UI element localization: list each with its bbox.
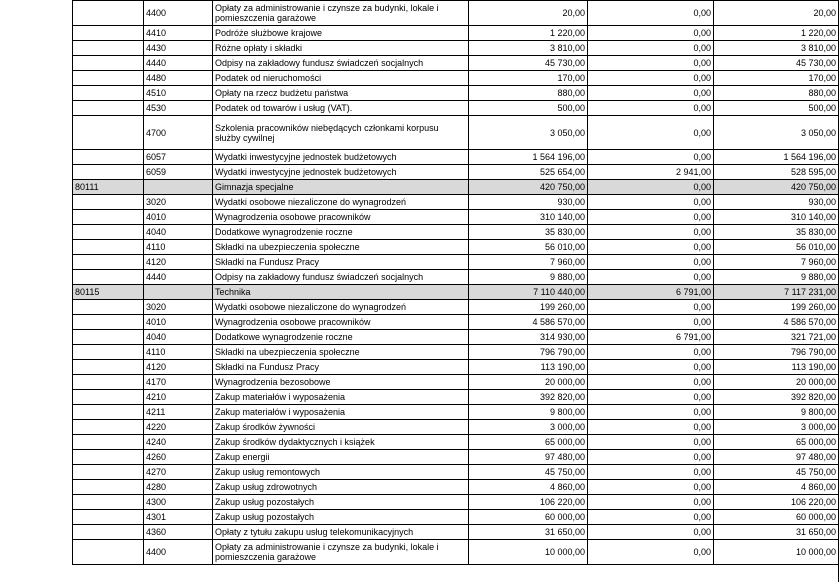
change-amount-cell: 0,00 <box>588 420 714 435</box>
section-code-cell <box>73 360 144 375</box>
table-row <box>73 345 839 360</box>
section-code-cell <box>73 450 144 465</box>
table-row <box>73 300 839 315</box>
total-amount-cell: 321 721,00 <box>714 330 839 345</box>
plan-amount-cell: 45 750,00 <box>469 465 588 480</box>
section-code-cell <box>73 375 144 390</box>
paragraph-code-cell: 4300 <box>144 495 213 510</box>
plan-amount-cell: 310 140,00 <box>469 210 588 225</box>
total-amount-cell: 65 000,00 <box>714 435 839 450</box>
change-amount-cell: 0,00 <box>588 86 714 101</box>
paragraph-code-cell: 4430 <box>144 41 213 56</box>
paragraph-code-cell: 4210 <box>144 390 213 405</box>
table-row <box>73 150 839 165</box>
section-code-cell <box>73 510 144 525</box>
section-code-cell <box>73 195 144 210</box>
change-amount-cell: 0,00 <box>588 390 714 405</box>
table-row <box>73 195 839 210</box>
total-amount-cell: 45 730,00 <box>714 56 839 71</box>
table-row <box>73 465 839 480</box>
item-name-cell: Podatek od towarów i usług (VAT). <box>213 101 469 116</box>
change-amount-cell: 0,00 <box>588 495 714 510</box>
plan-amount-cell: 113 190,00 <box>469 360 588 375</box>
total-amount-cell: 9 880,00 <box>714 270 839 285</box>
total-amount-cell: 7 117 231,00 <box>714 285 839 300</box>
item-name-cell: Zakup materiałów i wyposażenia <box>213 405 469 420</box>
item-name-cell: Podróże służbowe krajowe <box>213 26 469 41</box>
item-name-cell: Dodatkowe wynagrodzenie roczne <box>213 225 469 240</box>
plan-amount-cell: 3 810,00 <box>469 41 588 56</box>
plan-amount-cell: 9 880,00 <box>469 270 588 285</box>
paragraph-code-cell: 4440 <box>144 270 213 285</box>
item-name-cell: Gimnazja specjalne <box>213 180 469 195</box>
section-code-cell <box>73 116 144 150</box>
section-code-cell <box>73 270 144 285</box>
total-amount-cell: 20,00 <box>714 1 839 26</box>
change-amount-cell: 0,00 <box>588 450 714 465</box>
table-row <box>73 101 839 116</box>
table-row <box>73 525 839 540</box>
section-code-cell <box>73 225 144 240</box>
section-code-cell <box>73 435 144 450</box>
table-row <box>73 315 839 330</box>
change-amount-cell: 0,00 <box>588 360 714 375</box>
total-amount-cell: 500,00 <box>714 101 839 116</box>
section-code-cell: 80115 <box>73 285 144 300</box>
paragraph-code-cell: 4170 <box>144 375 213 390</box>
item-name-cell: Składki na ubezpieczenia społeczne <box>213 240 469 255</box>
plan-amount-cell: 56 010,00 <box>469 240 588 255</box>
table-body <box>73 1 839 565</box>
change-amount-cell: 0,00 <box>588 405 714 420</box>
table-row <box>73 510 839 525</box>
table-row <box>73 71 839 86</box>
section-code-cell <box>73 300 144 315</box>
plan-amount-cell: 525 654,00 <box>469 165 588 180</box>
item-name-cell: Wynagrodzenia bezosobowe <box>213 375 469 390</box>
section-code-cell <box>73 165 144 180</box>
paragraph-code-cell: 4510 <box>144 86 213 101</box>
item-name-cell: Różne opłaty i składki <box>213 41 469 56</box>
plan-amount-cell: 106 220,00 <box>469 495 588 510</box>
total-amount-cell: 880,00 <box>714 86 839 101</box>
item-name-cell: Zakup usług pozostałych <box>213 510 469 525</box>
section-row <box>73 285 839 300</box>
paragraph-code-cell: 4480 <box>144 71 213 86</box>
item-name-cell: Opłaty z tytułu zakupu usług telekomunikacyjnych <box>213 525 469 540</box>
paragraph-code-cell: 6059 <box>144 165 213 180</box>
plan-amount-cell: 97 480,00 <box>469 450 588 465</box>
change-amount-cell: 0,00 <box>588 345 714 360</box>
table-row <box>73 165 839 180</box>
section-code-cell <box>73 1 144 26</box>
total-amount-cell: 528 595,00 <box>714 165 839 180</box>
table-row <box>73 1 839 26</box>
paragraph-code-cell: 4211 <box>144 405 213 420</box>
paragraph-code-cell: 4240 <box>144 435 213 450</box>
table-row <box>73 330 839 345</box>
paragraph-code-cell: 4040 <box>144 330 213 345</box>
section-code-cell <box>73 390 144 405</box>
total-amount-cell: 1 564 196,00 <box>714 150 839 165</box>
change-amount-cell: 0,00 <box>588 1 714 26</box>
change-amount-cell: 0,00 <box>588 375 714 390</box>
total-amount-cell: 97 480,00 <box>714 450 839 465</box>
table-row <box>73 26 839 41</box>
item-name-cell: Zakup usług zdrowotnych <box>213 480 469 495</box>
item-name-cell: Składki na Fundusz Pracy <box>213 255 469 270</box>
total-amount-cell: 60 000,00 <box>714 510 839 525</box>
item-name-cell: Wynagrodzenia osobowe pracowników <box>213 210 469 225</box>
item-name-cell: Dodatkowe wynagrodzenie roczne <box>213 330 469 345</box>
paragraph-code-cell: 4120 <box>144 360 213 375</box>
item-name-cell: Szkolenia pracowników niebędących członkami korpusu służby cywilnej <box>213 116 469 150</box>
total-amount-cell: 113 190,00 <box>714 360 839 375</box>
budget-expenditure-table <box>72 0 839 565</box>
change-amount-cell: 0,00 <box>588 195 714 210</box>
change-amount-cell: 0,00 <box>588 41 714 56</box>
change-amount-cell: 6 791,00 <box>588 330 714 345</box>
item-name-cell: Składki na ubezpieczenia społeczne <box>213 345 469 360</box>
total-amount-cell: 3 050,00 <box>714 116 839 150</box>
paragraph-code-cell: 4110 <box>144 345 213 360</box>
plan-amount-cell: 500,00 <box>469 101 588 116</box>
paragraph-code-cell: 4010 <box>144 210 213 225</box>
section-code-cell <box>73 480 144 495</box>
table-row <box>73 375 839 390</box>
total-amount-cell: 930,00 <box>714 195 839 210</box>
change-amount-cell: 0,00 <box>588 180 714 195</box>
plan-amount-cell: 60 000,00 <box>469 510 588 525</box>
item-name-cell: Zakup środków dydaktycznych i książek <box>213 435 469 450</box>
plan-amount-cell: 10 000,00 <box>469 540 588 565</box>
change-amount-cell: 0,00 <box>588 540 714 565</box>
plan-amount-cell: 170,00 <box>469 71 588 86</box>
change-amount-cell: 0,00 <box>588 300 714 315</box>
change-amount-cell: 0,00 <box>588 71 714 86</box>
paragraph-code-cell: 4110 <box>144 240 213 255</box>
plan-amount-cell: 1 564 196,00 <box>469 150 588 165</box>
plan-amount-cell: 20,00 <box>469 1 588 26</box>
table-row <box>73 360 839 375</box>
item-name-cell: Podatek od nieruchomości <box>213 71 469 86</box>
section-code-cell <box>73 255 144 270</box>
total-amount-cell: 392 820,00 <box>714 390 839 405</box>
plan-amount-cell: 420 750,00 <box>469 180 588 195</box>
total-amount-cell: 199 260,00 <box>714 300 839 315</box>
section-code-cell <box>73 420 144 435</box>
item-name-cell: Odpisy na zakładowy fundusz świadczeń socjalnych <box>213 56 469 71</box>
plan-amount-cell: 65 000,00 <box>469 435 588 450</box>
change-amount-cell: 0,00 <box>588 101 714 116</box>
plan-amount-cell: 796 790,00 <box>469 345 588 360</box>
change-amount-cell: 0,00 <box>588 26 714 41</box>
table-row <box>73 56 839 71</box>
change-amount-cell: 0,00 <box>588 315 714 330</box>
section-code-cell <box>73 465 144 480</box>
change-amount-cell: 0,00 <box>588 510 714 525</box>
change-amount-cell: 0,00 <box>588 525 714 540</box>
plan-amount-cell: 880,00 <box>469 86 588 101</box>
item-name-cell: Opłaty za administrowanie i czynsze za budynki, lokale i pomieszczenia garażowe <box>213 540 469 565</box>
total-amount-cell: 310 140,00 <box>714 210 839 225</box>
section-code-cell <box>73 56 144 71</box>
item-name-cell: Opłaty na rzecz budżetu państwa <box>213 86 469 101</box>
table-row <box>73 225 839 240</box>
plan-amount-cell: 1 220,00 <box>469 26 588 41</box>
item-name-cell: Zakup środków żywności <box>213 420 469 435</box>
paragraph-code-cell: 4040 <box>144 225 213 240</box>
total-amount-cell: 31 650,00 <box>714 525 839 540</box>
plan-amount-cell: 199 260,00 <box>469 300 588 315</box>
item-name-cell: Zakup usług remontowych <box>213 465 469 480</box>
change-amount-cell: 0,00 <box>588 480 714 495</box>
section-code-cell <box>73 71 144 86</box>
total-amount-cell: 20 000,00 <box>714 375 839 390</box>
plan-amount-cell: 35 830,00 <box>469 225 588 240</box>
table-row <box>73 86 839 101</box>
section-code-cell <box>73 525 144 540</box>
change-amount-cell: 0,00 <box>588 435 714 450</box>
paragraph-code-cell: 4260 <box>144 450 213 465</box>
change-amount-cell: 0,00 <box>588 116 714 150</box>
paragraph-code-cell: 4120 <box>144 255 213 270</box>
total-amount-cell: 45 750,00 <box>714 465 839 480</box>
section-code-cell <box>73 150 144 165</box>
plan-amount-cell: 9 800,00 <box>469 405 588 420</box>
paragraph-code-cell <box>144 180 213 195</box>
total-amount-cell: 170,00 <box>714 71 839 86</box>
paragraph-code-cell: 4440 <box>144 56 213 71</box>
total-amount-cell: 56 010,00 <box>714 240 839 255</box>
total-amount-cell: 420 750,00 <box>714 180 839 195</box>
paragraph-code-cell: 4400 <box>144 1 213 26</box>
change-amount-cell: 0,00 <box>588 210 714 225</box>
plan-amount-cell: 3 050,00 <box>469 116 588 150</box>
plan-amount-cell: 3 000,00 <box>469 420 588 435</box>
section-code-cell <box>73 26 144 41</box>
section-code-cell <box>73 41 144 56</box>
table-row <box>73 390 839 405</box>
table-row <box>73 540 839 565</box>
total-amount-cell: 4 860,00 <box>714 480 839 495</box>
item-name-cell: Zakup usług pozostałych <box>213 495 469 510</box>
section-code-cell <box>73 101 144 116</box>
paragraph-code-cell: 6057 <box>144 150 213 165</box>
table-row <box>73 41 839 56</box>
change-amount-cell: 0,00 <box>588 150 714 165</box>
section-code-cell <box>73 495 144 510</box>
section-code-cell <box>73 210 144 225</box>
paragraph-code-cell: 4270 <box>144 465 213 480</box>
plan-amount-cell: 31 650,00 <box>469 525 588 540</box>
table-row <box>73 420 839 435</box>
item-name-cell: Wydatki inwestycyjne jednostek budżetowych <box>213 165 469 180</box>
plan-amount-cell: 20 000,00 <box>469 375 588 390</box>
paragraph-code-cell: 4410 <box>144 26 213 41</box>
paragraph-code-cell: 4400 <box>144 540 213 565</box>
section-code-cell: 80111 <box>73 180 144 195</box>
paragraph-code-cell: 4700 <box>144 116 213 150</box>
paragraph-code-cell: 4220 <box>144 420 213 435</box>
item-name-cell: Technika <box>213 285 469 300</box>
item-name-cell: Wydatki osobowe niezaliczone do wynagrodzeń <box>213 300 469 315</box>
table-row <box>73 450 839 465</box>
table-row <box>73 495 839 510</box>
item-name-cell: Wydatki osobowe niezaliczone do wynagrodzeń <box>213 195 469 210</box>
paragraph-code-cell: 4010 <box>144 315 213 330</box>
section-row <box>73 180 839 195</box>
change-amount-cell: 0,00 <box>588 225 714 240</box>
table-row <box>73 270 839 285</box>
change-amount-cell: 6 791,00 <box>588 285 714 300</box>
plan-amount-cell: 392 820,00 <box>469 390 588 405</box>
total-amount-cell: 10 000,00 <box>714 540 839 565</box>
section-code-cell <box>73 330 144 345</box>
section-code-cell <box>73 315 144 330</box>
table-row <box>73 240 839 255</box>
table-row <box>73 116 839 150</box>
plan-amount-cell: 314 930,00 <box>469 330 588 345</box>
change-amount-cell: 2 941,00 <box>588 165 714 180</box>
plan-amount-cell: 4 860,00 <box>469 480 588 495</box>
section-code-cell <box>73 405 144 420</box>
table-row <box>73 210 839 225</box>
change-amount-cell: 0,00 <box>588 240 714 255</box>
item-name-cell: Zakup energii <box>213 450 469 465</box>
plan-amount-cell: 45 730,00 <box>469 56 588 71</box>
total-amount-cell: 3 000,00 <box>714 420 839 435</box>
total-amount-cell: 1 220,00 <box>714 26 839 41</box>
section-code-cell <box>73 240 144 255</box>
section-code-cell <box>73 86 144 101</box>
paragraph-code-cell: 4280 <box>144 480 213 495</box>
total-amount-cell: 7 960,00 <box>714 255 839 270</box>
total-amount-cell: 9 800,00 <box>714 405 839 420</box>
paragraph-code-cell: 4301 <box>144 510 213 525</box>
paragraph-code-cell: 4530 <box>144 101 213 116</box>
total-amount-cell: 35 830,00 <box>714 225 839 240</box>
plan-amount-cell: 930,00 <box>469 195 588 210</box>
total-amount-cell: 796 790,00 <box>714 345 839 360</box>
total-amount-cell: 106 220,00 <box>714 495 839 510</box>
paragraph-code-cell: 3020 <box>144 300 213 315</box>
item-name-cell: Odpisy na zakładowy fundusz świadczeń socjalnych <box>213 270 469 285</box>
item-name-cell: Składki na Fundusz Pracy <box>213 360 469 375</box>
table-row <box>73 480 839 495</box>
item-name-cell: Opłaty za administrowanie i czynsze za budynki, lokale i pomieszczenia garażowe <box>213 1 469 26</box>
section-code-cell <box>73 540 144 565</box>
change-amount-cell: 0,00 <box>588 270 714 285</box>
paragraph-code-cell <box>144 285 213 300</box>
change-amount-cell: 0,00 <box>588 255 714 270</box>
paragraph-code-cell: 4360 <box>144 525 213 540</box>
table-row <box>73 405 839 420</box>
item-name-cell: Wynagrodzenia osobowe pracowników <box>213 315 469 330</box>
section-code-cell <box>73 345 144 360</box>
change-amount-cell: 0,00 <box>588 465 714 480</box>
item-name-cell: Zakup materiałów i wyposażenia <box>213 390 469 405</box>
total-amount-cell: 4 586 570,00 <box>714 315 839 330</box>
total-amount-cell: 3 810,00 <box>714 41 839 56</box>
plan-amount-cell: 7 110 440,00 <box>469 285 588 300</box>
table-row <box>73 255 839 270</box>
plan-amount-cell: 7 960,00 <box>469 255 588 270</box>
plan-amount-cell: 4 586 570,00 <box>469 315 588 330</box>
item-name-cell: Wydatki inwestycyjne jednostek budżetowych <box>213 150 469 165</box>
paragraph-code-cell: 3020 <box>144 195 213 210</box>
table-row <box>73 435 839 450</box>
change-amount-cell: 0,00 <box>588 56 714 71</box>
